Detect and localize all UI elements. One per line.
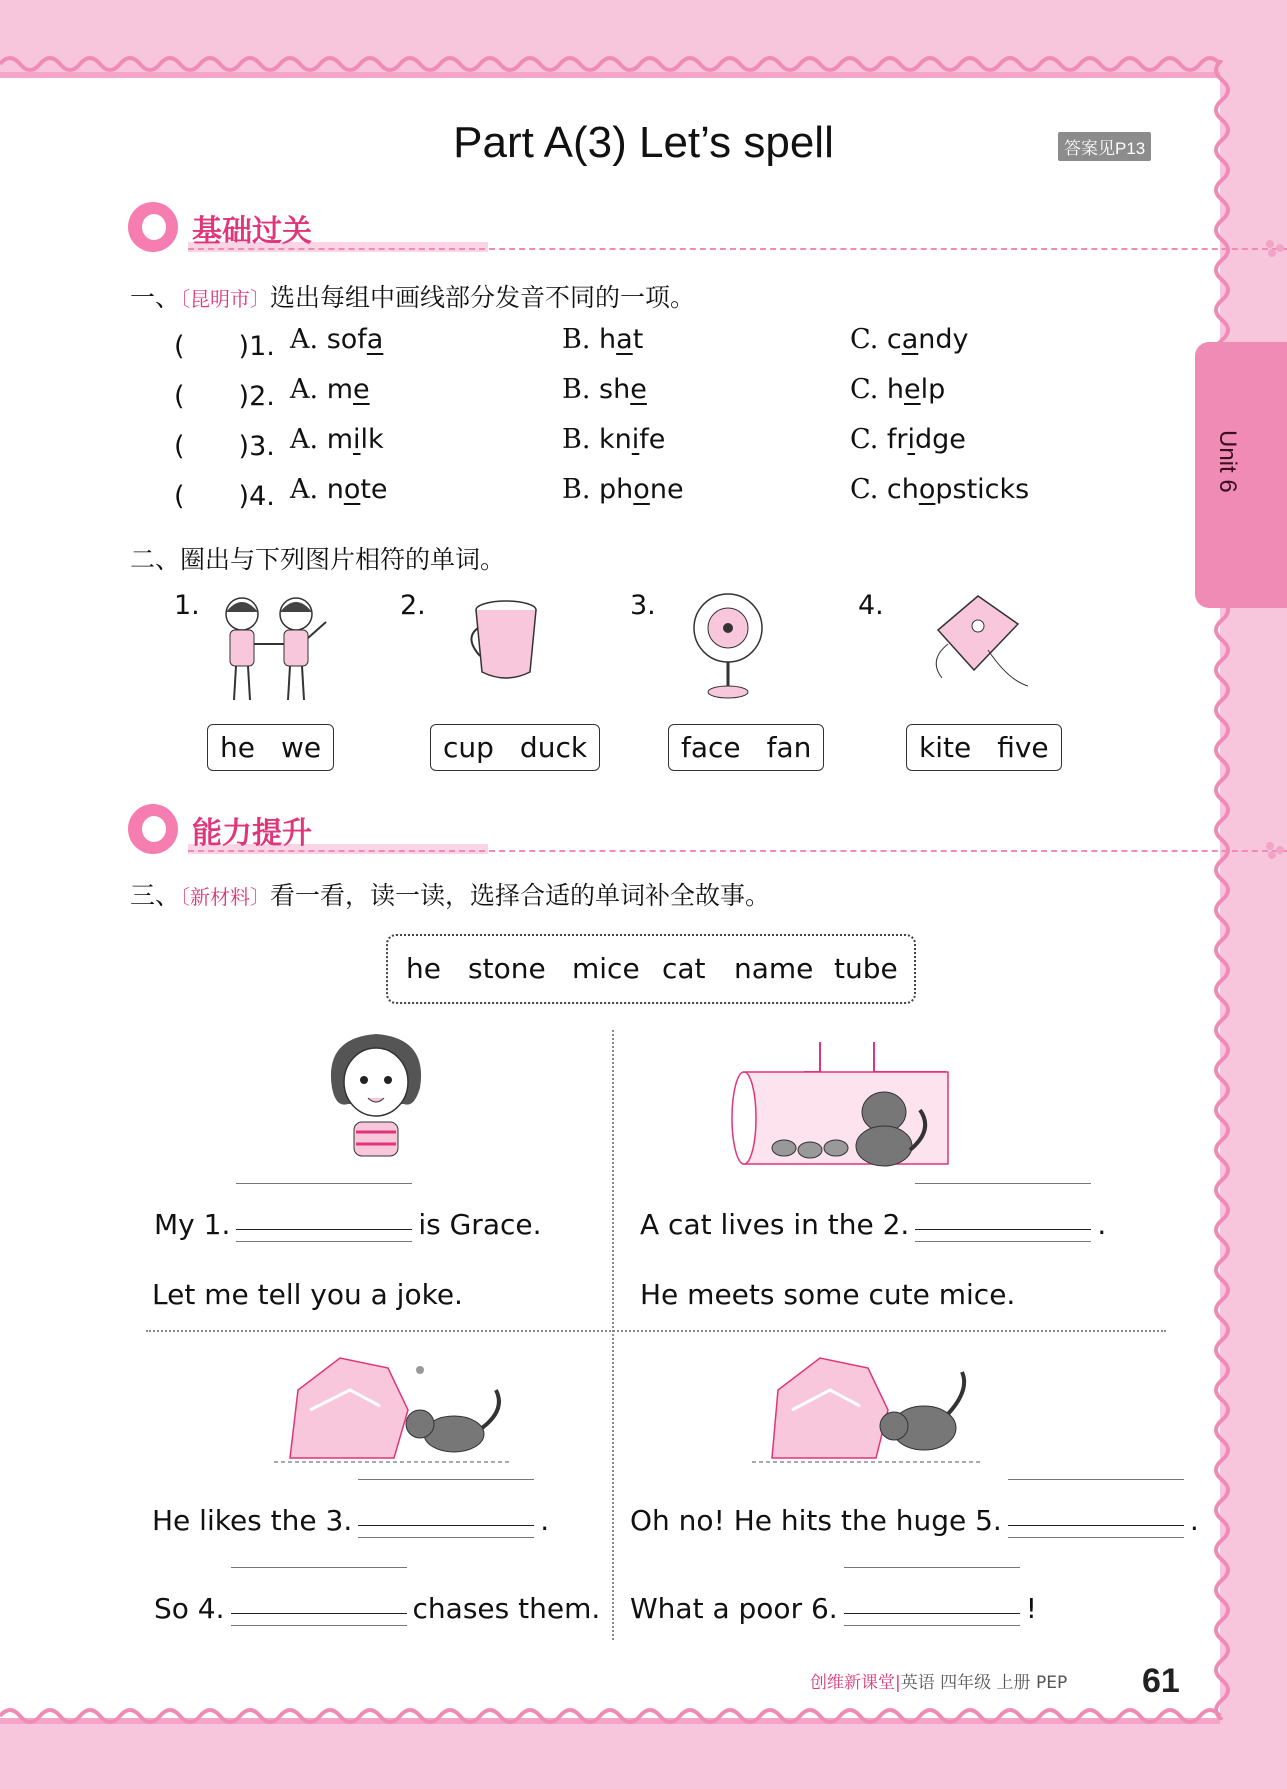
option-b: B. knife <box>562 424 666 455</box>
option-b: B. hat <box>562 324 644 355</box>
page-number: 61 <box>1142 1662 1180 1700</box>
story-sentence-2b: He meets some cute mice. <box>640 1278 1016 1311</box>
word-choice-1 <box>207 724 334 771</box>
section-heading-basic-text: 基础过关 <box>192 214 312 249</box>
cat-in-tube-picture <box>724 1040 956 1174</box>
panel-divider-horizontal <box>146 1330 1166 1332</box>
wavy-border-right <box>1202 60 1242 1720</box>
wavy-border-top <box>0 52 1287 76</box>
question-1-number: 一、 <box>130 283 181 312</box>
panel-divider-vertical <box>612 1030 614 1640</box>
question-2-instruction: 圈出与下列图片相符的单词。 <box>180 545 506 574</box>
word-choice-3 <box>668 724 824 771</box>
word-five[interactable]: five <box>997 731 1049 764</box>
question-3-number: 三、 <box>130 881 181 910</box>
picture-2-number: 2. <box>400 590 426 621</box>
question-1-instruction: 选出每组中画线部分发音不同的一项。 <box>270 283 696 312</box>
q1-row-2 <box>174 374 1074 414</box>
question-3-instruction: 看一看，读一读，选择合适的单词补全故事。 <box>270 881 771 910</box>
bank-word-cat: cat <box>662 952 706 985</box>
girl-grace-picture <box>318 1028 434 1166</box>
girl-face-icon <box>128 804 178 854</box>
bank-word-name: name <box>734 952 814 985</box>
word-bank <box>386 934 916 1004</box>
story-sentence-5: Oh no! He hits the huge 5. . <box>630 1504 1199 1537</box>
option-b: B. she <box>562 374 647 405</box>
story-sentence-1b: Let me tell you a joke. <box>152 1278 463 1311</box>
option-c: C. help <box>850 374 946 405</box>
section-heading-basic <box>128 202 1168 258</box>
word-choice-4 <box>906 724 1062 771</box>
story-sentence-2: A cat lives in the 2. . <box>640 1208 1107 1241</box>
cat-hits-stone-picture <box>748 1350 988 1468</box>
answer-parentheses[interactable]: ( )1. <box>174 331 275 362</box>
section-heading-advanced-text: 能力提升 <box>192 816 312 851</box>
girl-face-icon <box>128 202 178 252</box>
blank-1-input[interactable] <box>236 1211 412 1241</box>
picture-4-number: 4. <box>858 590 884 621</box>
question-1-heading <box>130 278 695 314</box>
blank-4-input[interactable] <box>231 1595 407 1625</box>
word-face[interactable]: face <box>681 731 741 764</box>
option-c: C. candy <box>850 324 969 355</box>
q1-row-3 <box>174 424 1074 464</box>
unit-side-tab[interactable] <box>1195 342 1287 608</box>
blank-3-input[interactable] <box>358 1507 534 1537</box>
word-he[interactable]: he <box>220 731 255 764</box>
story-sentence-6: What a poor 6. ! <box>630 1592 1037 1625</box>
word-cup[interactable]: cup <box>443 731 494 764</box>
q1-row-4 <box>174 474 1074 514</box>
blank-6-input[interactable] <box>844 1595 1020 1625</box>
section-heading-advanced <box>128 804 1168 860</box>
option-a: A. note <box>290 474 388 505</box>
picture-1-number: 1. <box>174 590 200 621</box>
unit-side-tab-label: Unit 6 <box>1214 430 1241 493</box>
footer-separator: | <box>895 1673 901 1693</box>
word-choice-2 <box>430 724 600 771</box>
footer-brand: 创维新课堂 <box>810 1673 895 1693</box>
wavy-border-bottom <box>0 1704 1287 1728</box>
option-a: A. sofa <box>290 324 384 355</box>
question-1-tag: 〔昆明市〕 <box>180 287 271 311</box>
option-a: A. me <box>290 374 370 405</box>
dots-icon <box>1266 842 1286 858</box>
word-duck[interactable]: duck <box>519 731 588 764</box>
bank-word-stone: stone <box>468 952 546 985</box>
option-a: A. milk <box>290 424 384 455</box>
word-kite[interactable]: kite <box>919 731 972 764</box>
bank-word-tube: tube <box>834 952 898 985</box>
question-3-tag: 〔新材料〕 <box>180 885 271 909</box>
blank-5-input[interactable] <box>1008 1507 1184 1537</box>
blank-2-input[interactable] <box>915 1211 1091 1241</box>
option-c: C. chopsticks <box>850 474 1030 505</box>
footer-info: 英语 四年级 上册 PEP <box>900 1673 1068 1693</box>
bank-word-mice: mice <box>572 952 640 985</box>
fan-picture <box>686 590 770 702</box>
q1-row-1 <box>174 324 1074 364</box>
answer-parentheses[interactable]: ( )4. <box>174 481 275 512</box>
picture-3-number: 3. <box>630 590 656 621</box>
kite-picture <box>918 590 1034 702</box>
option-c: C. fridge <box>850 424 966 455</box>
question-2-heading <box>130 540 505 576</box>
answer-reference-badge: 答案见P13 <box>1058 132 1151 161</box>
word-we[interactable]: we <box>280 731 322 764</box>
story-sentence-1: My 1. is Grace. <box>154 1208 542 1241</box>
two-girls-picture <box>208 590 334 714</box>
cat-near-stone-picture <box>270 1350 520 1468</box>
answer-parentheses[interactable]: ( )3. <box>174 431 275 462</box>
page-title: Part A(3) Let’s spell <box>453 118 834 167</box>
cup-picture <box>462 598 544 684</box>
option-b: B. phone <box>562 474 684 505</box>
dots-icon <box>1266 240 1286 256</box>
page-footer <box>810 1668 1067 1693</box>
answer-parentheses[interactable]: ( )2. <box>174 381 275 412</box>
word-fan[interactable]: fan <box>766 731 812 764</box>
question-2-number: 二、 <box>130 545 181 574</box>
story-sentence-4: So 4. chases them. <box>154 1592 601 1625</box>
story-sentence-3: He likes the 3. . <box>152 1504 550 1537</box>
bank-word-he: he <box>406 952 441 985</box>
question-3-heading <box>130 876 770 912</box>
